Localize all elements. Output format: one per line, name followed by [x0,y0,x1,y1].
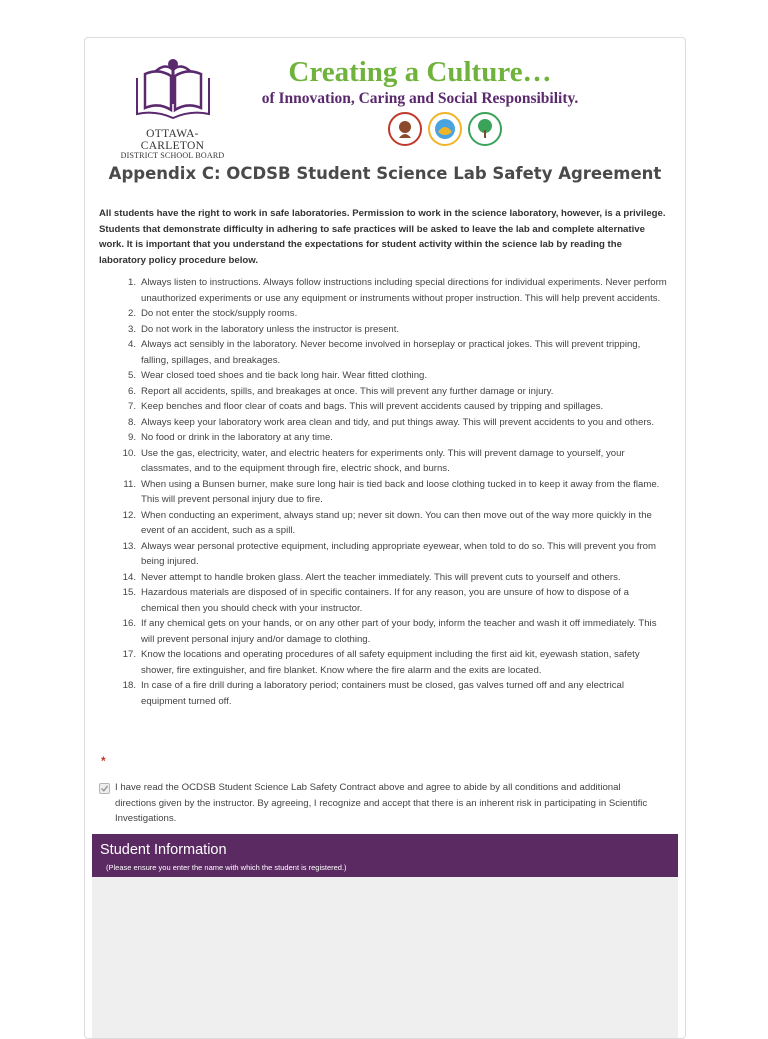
rule-number: 4. [127,339,136,350]
student-information-section-header [92,834,678,877]
rule-number: 16. [122,618,136,629]
rule-text: If any chemical gets on your hands, or on any other part of your body, inform the teacher and wash it off immediately. This will prevent personal injury and/or damage to clothing. [141,618,657,645]
list-item [99,399,669,415]
list-item [99,337,669,368]
list-item [99,477,669,508]
caring-badge-icon [428,112,462,146]
rule-text: Always keep your laboratory work area clean and tidy, and put things away. This will prevent accidents to you and others. [141,416,655,428]
rule-text: Use the gas, electricity, water, and electric heaters for experiments only. This will prevent damage to yourself, your classmates, and to the equipment through fire, electric shock, and burns. [141,447,625,474]
safety-rules-list [99,275,669,709]
list-item [99,616,669,647]
rule-text: Never attempt to handle broken glass. Alert the teacher immediately. This will prevent cuts to yourself and others. [141,571,621,583]
list-item [99,306,669,322]
rule-text: Always act sensibly in the laboratory. Never become involved in horseplay or practical jokes. This will prevent tripping, falling, spillages, and breakages. [141,339,641,366]
board-name [115,128,230,161]
rule-number: 14. [122,571,136,583]
agreement-checkbox[interactable] [99,783,110,794]
rule-text: Keep benches and floor clear of coats and bags. This will prevent accidents caused by tripping and spillages. [141,401,604,412]
rule-number: 18. [122,680,136,691]
rule-number: 7. [127,401,136,412]
rule-number: 3. [127,323,136,335]
agreement-text: I have read the OCDSB Student Science Lab Safety Contract above and agree to abide by all conditions and additional directions given by the instructor. By agreeing, I recognize and accept that there is an inherent risk in participating in Scientific Investigations. [115,782,648,824]
list-item [99,430,669,446]
list-item [99,446,669,477]
checkmark-icon [100,784,109,793]
list-item [99,647,669,678]
section-title: Student Information [100,842,227,858]
list-item [99,368,669,384]
innovation-badge-icon [388,112,422,146]
ocdsb-logo [115,54,230,164]
rule-number: 13. [122,540,136,552]
rule-number: 2. [127,308,136,319]
rule-text: Report all accidents, spills, and breakages at once. This will prevent any further damage or injury. [141,385,554,397]
list-item [99,415,669,431]
list-item [99,539,669,570]
rule-number: 6. [127,385,136,397]
rule-text: In case of a fire drill during a laboratory period; containers must be closed, gas valves turned off and any electrical equipment turned off. [141,680,624,707]
rule-text: Wear closed toed shoes and tie back long hair. Wear fitted clothing. [141,370,428,381]
rule-text: No food or drink in the laboratory at any time. [141,432,333,443]
intro-paragraph: All students have the right to work in safe laboratories. Permission to work in the science laboratory, however, is a privilege. Students that demonstrate difficulty in adhering to safe practices will be asked to leave the lab and complete alternative work. It is important that you understand the expectations for student activity within the science lab by reading the laboratory policy procedure below. [99,208,666,266]
list-item [99,384,669,400]
agreement-checkbox-row[interactable] [99,780,659,827]
ocdsb-book-logo-icon [115,54,230,126]
list-item [99,570,669,586]
culture-subtitle: of Innovation, Caring and Social Responsibility. [261,90,579,107]
rule-text: When using a Bunsen burner, make sure long hair is tied back and loose clothing tucked in to keep it away from the flame. This will prevent personal injury due to fire. [141,478,660,505]
rule-number: 5. [127,370,136,381]
form-header [85,38,685,161]
student-information-section-body [92,877,678,1038]
social-responsibility-badge-icon [468,112,502,146]
list-item [99,322,669,338]
board-name-line2: DISTRICT SCHOOL BOARD [120,151,225,161]
list-item [99,678,669,709]
rule-number: 17. [122,649,136,660]
required-marker: * [101,754,106,768]
rule-number: 1. [127,277,136,288]
culture-title: Creating a Culture… [288,56,552,88]
list-item [99,508,669,539]
rule-number: 15. [122,587,136,598]
rule-text: Do not enter the stock/supply rooms. [141,308,298,319]
rule-text: Always wear personal protective equipment, including appropriate eyewear, when told to do so. This will prevent you from being injured. [141,540,656,567]
list-item [99,585,669,616]
rule-number: 12. [122,509,136,521]
rule-text: Know the locations and operating procedures of all safety equipment including the first aid kit, eyewash station, safety shower, fire extinguisher, and fire blanket. Know where the fire alarm and the exits are located. [141,649,640,676]
form-card [84,37,686,1039]
section-note: (Please ensure you enter the name with which the student is registered.) [106,863,347,872]
rule-number: 10. [122,447,136,459]
rule-number: 9. [127,432,136,443]
rule-text: Always listen to instructions. Always follow instructions including special directions for individual experiments. Never perform unauthorized experiments or use any equipment or instruments without proper instruction. This will help prevent accidents. [141,277,667,304]
rule-text: When conducting an experiment, always stand up; never sit down. You can then move out of the way more quickly in the event of an accident, such as a spill. [141,509,652,536]
list-item [99,275,669,306]
rule-text: Hazardous materials are disposed of in specific containers. If for any reason, you are unsure of how to dispose of a chemical then you should check with your instructor. [141,587,629,614]
page-title: Appendix C: OCDSB Student Science Lab Safety Agreement [108,164,662,183]
board-name-line1: OTTAWA-CARLETON [140,128,205,153]
rule-text: Do not work in the laboratory unless the instructor is present. [141,323,400,335]
rule-number: 8. [127,416,136,428]
rule-number: 11. [123,478,136,490]
